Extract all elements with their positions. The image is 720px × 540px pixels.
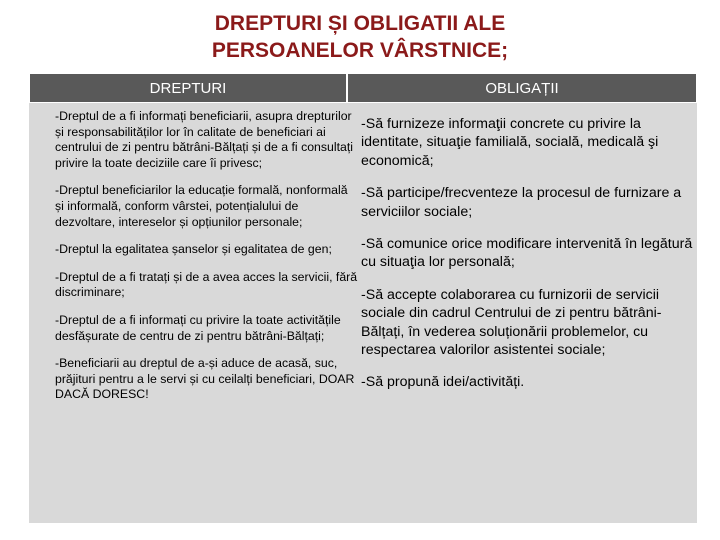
page-title — [0, 10, 720, 64]
right-item-6: -Beneficiarii au dreptul de a-și aduce de acasă, suc, prăjituri pentru a le servi și cu ceilalți beneficiari, DOAR DACĂ DORESC! — [55, 356, 355, 402]
right-item-5: -Dreptul de a fi informați cu privire la toate activitățile desfășurate de centru de zi pentru bătrâni-Bălțați; — [55, 312, 341, 343]
obligation-item-3: -Să comunice orice modificare intervenită în legătură cu situaţia lor personală; — [361, 236, 693, 271]
right-item-1: -Dreptul de a fi informați beneficiarii, asupra drepturilor și responsabilităților lor în calitate de beneficiari ai centrului de zi pentru bătrâni-Bălțați și de a fi consultați privire la toate deciziile care îi privesc; — [55, 109, 354, 170]
obligations-column — [359, 109, 697, 392]
right-item-2: -Dreptul beneficiarilor la educație formală, nonformală și informală, conform vârstei, potențialului de dezvoltare, intereselor și opțiunilor personale; — [55, 183, 348, 229]
rights-column — [29, 109, 359, 403]
header-rights: DREPTURI — [29, 73, 347, 103]
right-item-3: -Dreptul la egalitatea șanselor și egalitatea de gen; — [55, 242, 332, 257]
obligation-item-1: -Să furnizeze informaţii concrete cu privire la identitate, situaţie familială, socială, medicală şi economică; — [361, 116, 659, 169]
rights-obligations-table — [28, 72, 698, 524]
obligation-item-2: -Să participe/frecventeze la procesul de furnizare a serviciilor sociale; — [361, 185, 682, 220]
obligation-item-4: -Să accepte colaborarea cu furnizorii de servicii sociale din cadrul Centrului de zi pentru bătrâni-Bălțați, în vederea soluționării problemelor, cu respectarea valorilor asistentei sociale; — [361, 286, 662, 359]
right-item-4: -Dreptul de a fi tratați și de a avea acces la servicii, fără discriminare; — [55, 269, 358, 300]
obligation-item-5: -Să propună idei/activități. — [361, 374, 525, 391]
header-obligations: OBLIGAȚII — [347, 73, 697, 103]
title-line-2: PERSOANELOR VÂRSTNICE; — [211, 39, 509, 62]
title-line-1: DREPTURI ȘI OBLIGATII ALE — [214, 12, 506, 35]
